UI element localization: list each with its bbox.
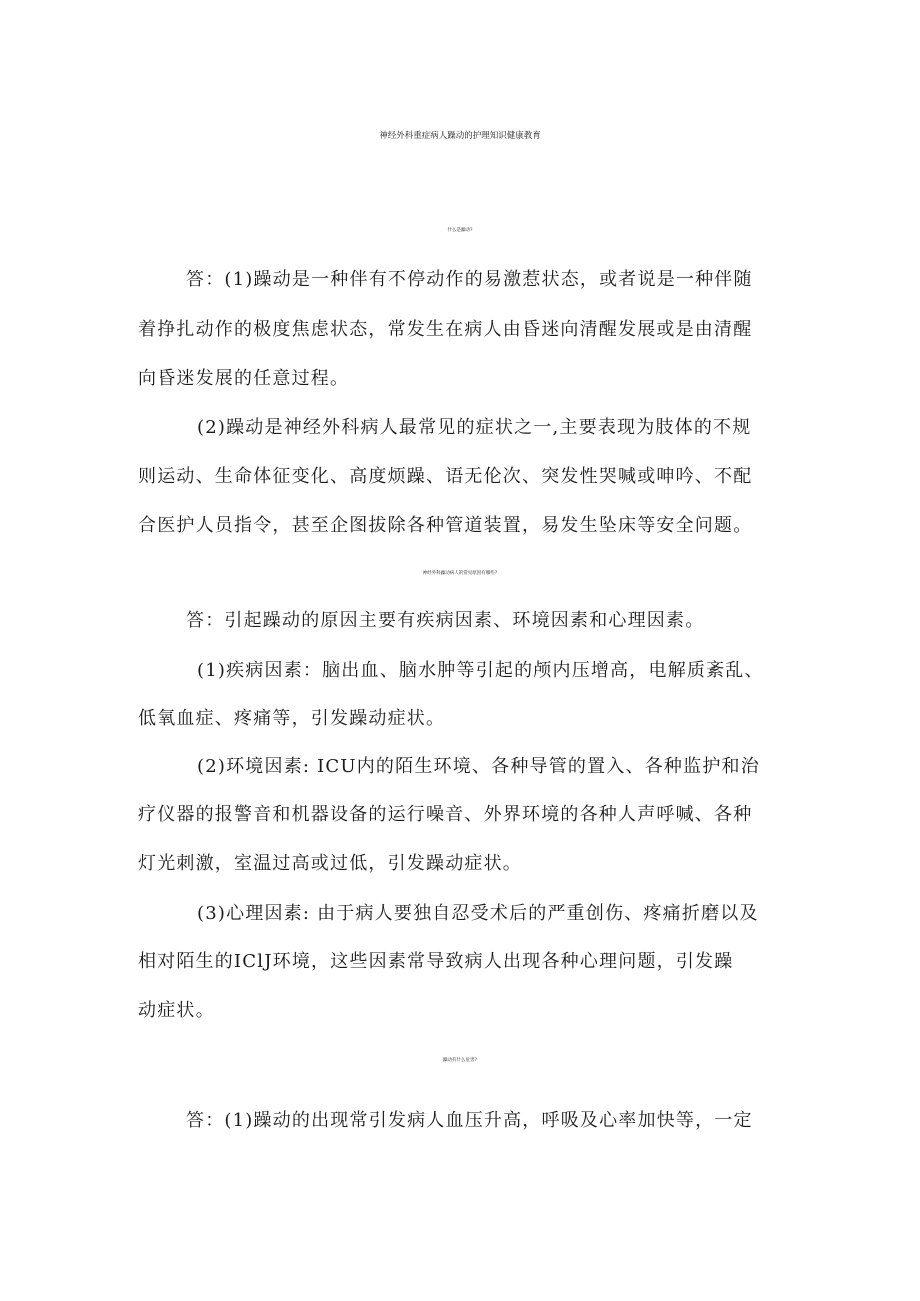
paragraph-line: 答：(1)躁动的出现常引发病人血压升高，呼吸及心率加快等，一定 — [186, 1110, 753, 1131]
paragraph-line: 着挣扎动作的极度焦虑状态，常发生在病人由昏迷向清醒发展或是由清醒 — [138, 319, 753, 340]
paragraph-line: 动症状。 — [138, 1000, 215, 1021]
paragraph-line: 相对陌生的IClJ环境，这些因素常导致病人出现各种心理问题，引发躁 — [138, 951, 734, 972]
section-heading-common-causes: 神经外科躁动病人的常见原因有哪些? — [422, 571, 498, 576]
paragraph-line: (1)疾病因素：脑出血、脑水肿等引起的颅内压增高，电解质紊乱、 — [197, 660, 764, 681]
paragraph-line: 低氧血症、疼痛等，引发躁动症状。 — [138, 708, 446, 729]
paragraph-line: 则运动、生命体征变化、高度烦躁、语无伦次、突发性哭喊或呻吟、不配 — [138, 466, 753, 487]
paragraph-line: 疗仪器的报警音和机器设备的运行噪音、外界环境的各种人声呼喊、各种 — [138, 804, 753, 825]
paragraph-line: 答：引起躁动的原因主要有疾病因素、环境因素和心理因素。 — [186, 610, 705, 631]
document-title: 神经外科重症病人躁动的护理知识健康教育 — [379, 131, 541, 141]
section-heading-what-is-agitation: 什么是躁动? — [447, 228, 473, 233]
paragraph-line: 合医护人员指令，甚至企图拔除各种管道装置，易发生坠床等安全问题。 — [138, 515, 753, 536]
paragraph-line: 灯光刺激，室温过高或过低，引发躁动症状。 — [138, 853, 522, 874]
paragraph-line: (2)躁动是神经外科病人最常见的症状之一,主要表现为肢体的不规 — [197, 417, 752, 438]
paragraph-line: (2)环境因素: ICU内的陌生环境、各种导管的置入、各种监护和治 — [197, 756, 760, 777]
section-heading-harms: 躁动有什么危害? — [443, 1058, 477, 1063]
paragraph-line: (3)心理因素: 由于病人要独自忍受术后的严重创伤、疼痛折磨以及 — [197, 903, 759, 924]
paragraph-line: 答：(1)躁动是一种伴有不停动作的易激惹状态，或者说是一种伴随 — [186, 269, 753, 290]
paragraph-line: 向昏迷发展的任意过程。 — [138, 368, 350, 389]
